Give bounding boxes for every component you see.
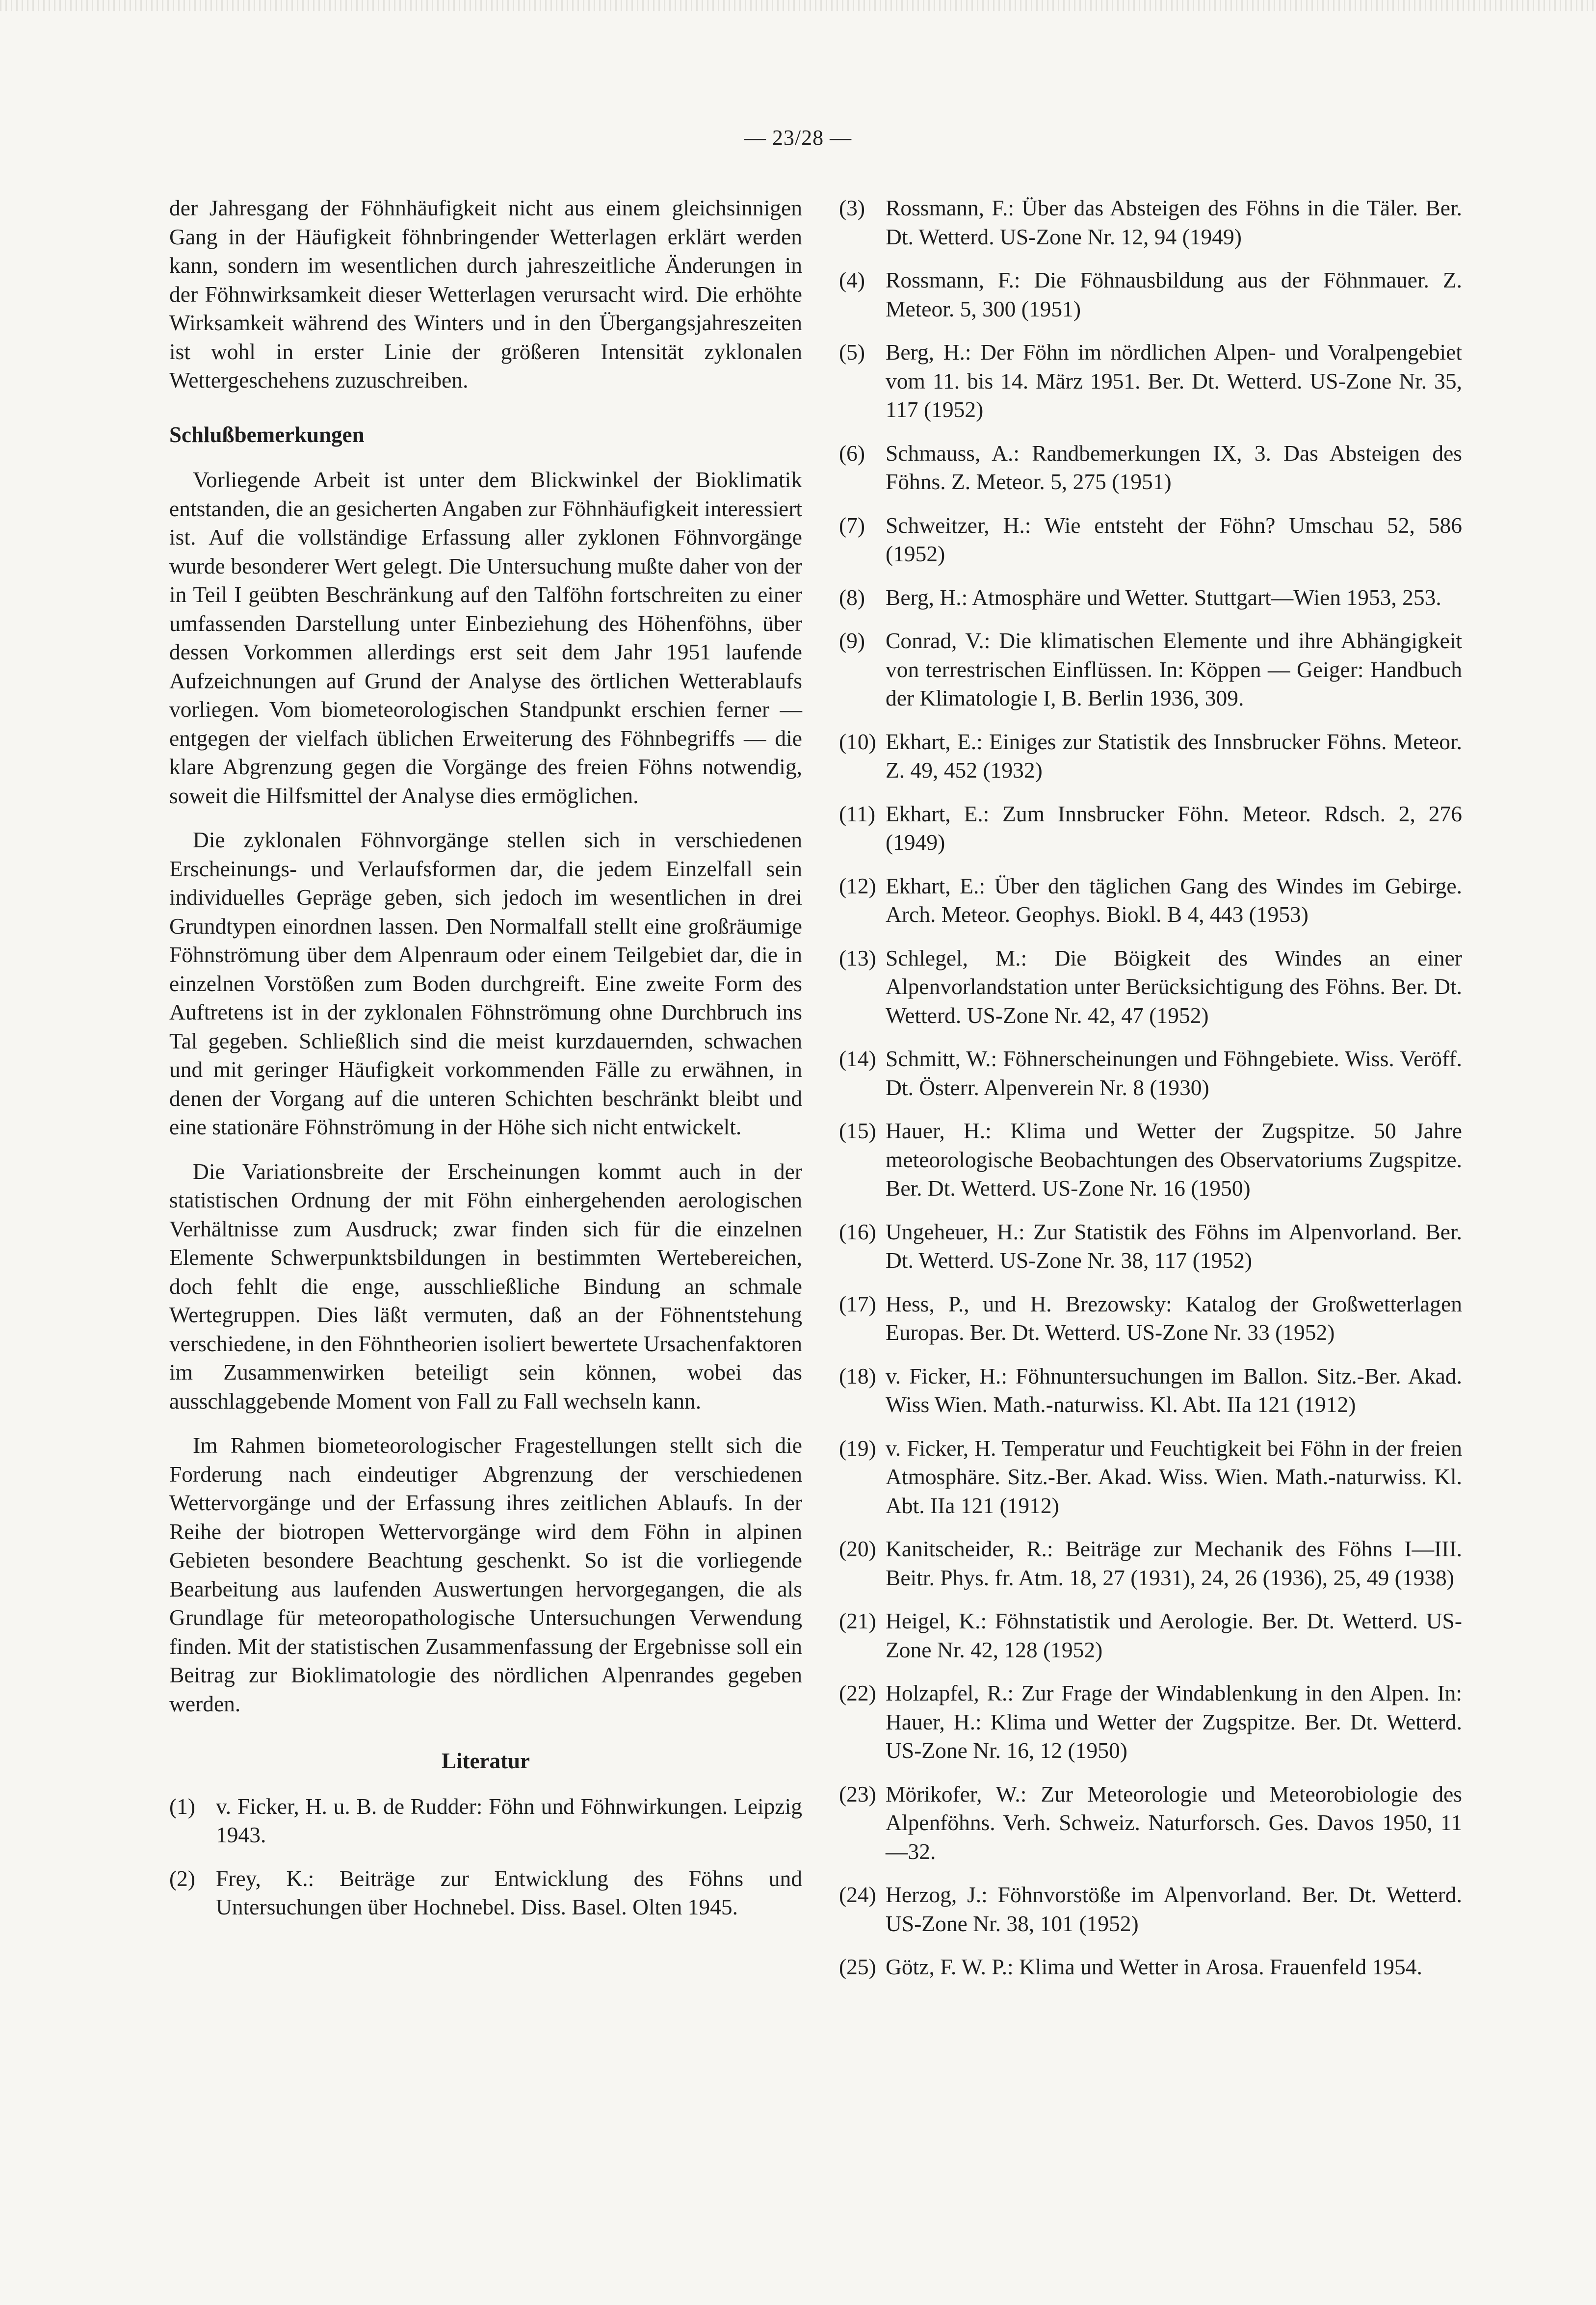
reference-item: [839, 1881, 1462, 1938]
reference-number: (18): [839, 1363, 876, 1388]
reference-number: (20): [839, 1536, 876, 1561]
reference-number: (12): [839, 873, 876, 898]
reference-item: [839, 1953, 1462, 1982]
reference-text: Holzapfel, R.: Zur Frage der Windablenkung in den Alpen. In: Hauer, H.: Klima und Wetter der Zugspitze. Ber. Dt. Wetterd. US-Zone Nr. 16, 12 (1950): [886, 1680, 1462, 1763]
reference-text: Conrad, V.: Die klimatischen Elemente und ihre Abhängigkeit von terrestrischen Einflüssen. In: Köppen — Geiger: Handbuch der Klimatologie I, B. Berlin 1936, 309.: [886, 628, 1462, 710]
body-paragraph: Die zyklonalen Föhnvorgänge stellen sich in verschiedenen Erscheinungs- und Verlaufsformen dar, die jedem Einzelfall sein individuelles Gepräge geben, sich jedoch im wesentlichen in drei Grundtypen einordnen lassen. Den Normalfall stellt eine großräumige Föhnströmung über dem Alpenraum oder einem Teilgebiet dar, die in einzelnen Vorstößen zum Boden durchgreift. Eine zweite Form des Auftretens ist in der zyklonalen Föhnströmung ohne Durchbruch ins Tal gegeben. Schließlich sind die meist kurzdauernden, schwachen und mit geringer Häufigkeit vorkommenden Fälle zu erwähnen, in denen der Vorgang auf die unteren Schichten beschränkt bleibt und eine stationäre Föhnströmung in der Höhe sich nicht entwickelt.: [169, 827, 802, 1139]
reference-item: [839, 1117, 1462, 1203]
reference-text: v. Ficker, H. u. B. de Rudder: Föhn und Föhnwirkungen. Leipzig 1943.: [216, 1793, 802, 1847]
reference-text: Frey, K.: Beiträge zur Entwicklung des Föhns und Untersuchungen über Hochnebel. Diss. Basel. Olten 1945.: [216, 1865, 802, 1919]
reference-text: Mörikofer, W.: Zur Meteorologie und Meteorobiologie des Alpenföhns. Verh. Schweiz. Naturforsch. Ges. Davos 1950, 11—32.: [886, 1781, 1462, 1864]
reference-item: [839, 583, 1462, 612]
scan-edge-noise: [0, 0, 1596, 11]
reference-number: (8): [839, 584, 865, 610]
reference-item: [839, 1607, 1462, 1664]
reference-text: Rossmann, F.: Über das Absteigen des Föhns in die Täler. Ber. Dt. Wetterd. US-Zone Nr. 12, 94 (1949): [886, 195, 1462, 249]
reference-number: (23): [839, 1781, 876, 1807]
reference-text: v. Ficker, H. Temperatur und Feuchtigkeit bei Föhn in der freien Atmosphäre. Sitz.-Ber. Akad. Wiss. Wien. Math.-naturwiss. Kl. Abt. IIa 121 (1912): [886, 1435, 1462, 1518]
reference-number: (16): [839, 1219, 876, 1244]
reference-number: (24): [839, 1882, 876, 1907]
reference-text: Ekhart, E.: Zum Innsbrucker Föhn. Meteor. Rdsch. 2, 276 (1949): [886, 801, 1462, 855]
reference-text: v. Ficker, H.: Föhnuntersuchungen im Ballon. Sitz.-Ber. Akad. Wiss Wien. Math.-naturwiss. Kl. Abt. IIa 121 (1912): [886, 1363, 1462, 1417]
reference-item: [839, 1362, 1462, 1419]
reference-item: [839, 1218, 1462, 1275]
reference-item: [839, 627, 1462, 713]
reference-number: (7): [839, 512, 865, 538]
reference-item: [839, 1290, 1462, 1347]
reference-text: Schmauss, A.: Randbemerkungen IX, 3. Das Absteigen des Föhns. Z. Meteor. 5, 275 (1951): [886, 440, 1462, 494]
reference-item: [839, 338, 1462, 424]
reference-item: [839, 800, 1462, 857]
reference-text: Götz, F. W. P.: Klima und Wetter in Arosa. Frauenfeld 1954.: [886, 1954, 1422, 1979]
reference-item: [839, 439, 1462, 497]
reference-item: [839, 1434, 1462, 1520]
reference-text: Ekhart, E.: Über den täglichen Gang des Windes im Gebirge. Arch. Meteor. Geophys. Biokl. B 4, 443 (1953): [886, 873, 1462, 927]
body-paragraph: Die Variationsbreite der Erscheinungen kommt auch in der statistischen Ordnung der mit Föhn einhergehenden aerologischen Verhältnisse zum Ausdruck; zwar finden sich für die einzelnen Elemente Schwerpunktsbildungen in bestimmten Wertebereichen, doch fehlt die enge, ausschließliche Bindung an schmale Wertegruppen. Dies läßt vermuten, daß an der Föhnentstehung verschiedene, in den Föhntheorien isoliert bewertete Ursachenfaktoren im Zusammenwirken beteiligt sein können, wobei das ausschlaggebende Moment von Fall zu Fall wechseln kann.: [169, 1158, 802, 1414]
reference-number: (15): [839, 1118, 876, 1143]
body-paragraph: Im Rahmen biometeorologischer Fragestellungen stellt sich die Forderung nach eindeutiger Abgrenzung der verschiedenen Wettervorgänge und der Erfassung ihres zeitlichen Ablaufs. In der Reihe der biotropen Wettervorgänge wird dem Föhn in alpinen Gebieten besondere Beachtung geschenkt. So ist die vorliegende Bearbeitung aus laufenden Auswertungen hervorgegangen, die als Grundlage für meteoropathologische Untersuchungen Verwendung finden. Mit der statistischen Zusammenfassung der Ergebnisse soll ein Beitrag zur Bioklimatologie des nördlichen Alpenrandes gegeben werden.: [169, 1433, 802, 1716]
literature-heading: Literatur: [442, 1749, 530, 1773]
reference-item: [839, 1045, 1462, 1102]
reference-text: Ungeheuer, H.: Zur Statistik des Föhns im Alpenvorland. Ber. Dt. Wetterd. US-Zone Nr. 38, 117 (1952): [886, 1219, 1462, 1273]
reference-number: (10): [839, 729, 876, 754]
right-column: [839, 194, 1462, 1996]
section-heading: Schlußbemerkungen: [169, 422, 365, 447]
reference-text: Rossmann, F.: Die Föhnausbildung aus der Föhnmauer. Z. Meteor. 5, 300 (1951): [886, 267, 1462, 321]
reference-item: [839, 266, 1462, 323]
reference-number: (9): [839, 628, 865, 653]
reference-number: (19): [839, 1435, 876, 1461]
reference-text: Schmitt, W.: Föhnerscheinungen und Föhngebiete. Wiss. Veröff. Dt. Österr. Alpenverein Nr. 8 (1930): [886, 1046, 1462, 1100]
reference-text: Ekhart, E.: Einiges zur Statistik des Innsbrucker Föhns. Meteor. Z. 49, 452 (1932): [886, 729, 1462, 783]
reference-text: Schlegel, M.: Die Böigkeit des Windes an einer Alpenvorlandstation unter Berücksichtigung des Föhns. Ber. Dt. Wetterd. US-Zone Nr. 42, 47 (1952): [886, 945, 1462, 1028]
reference-number: (22): [839, 1680, 876, 1705]
reference-number: (6): [839, 440, 865, 466]
reference-number: (2): [169, 1865, 196, 1891]
reference-item: [839, 872, 1462, 929]
reference-number: (17): [839, 1291, 876, 1316]
reference-item: [169, 1864, 802, 1922]
reference-item: [839, 728, 1462, 785]
reference-item: [839, 1535, 1462, 1592]
reference-number: (21): [839, 1608, 876, 1633]
reference-list-left: [169, 1792, 802, 1922]
reference-number: (5): [839, 340, 865, 365]
page-number: — 23/28 —: [744, 126, 852, 150]
reference-item: [839, 511, 1462, 569]
body-paragraph: Vorliegende Arbeit ist unter dem Blickwinkel der Bioklimatik entstanden, die an gesicherten Angaben zur Föhnhäufigkeit interessiert ist. Auf die vollständige Erfassung aller zyklonen Föhnvorgänge wurde besonderer Wert gelegt. Die Untersuchung mußte daher von der in Teil I geübten Beschränkung auf den Talföhn fortschreiten zu einer umfassenden Darstellung unter Einbeziehung des Höhenföhns, über dessen Vorkommen allerdings erst seit dem Jahr 1951 laufende Aufzeichnungen auf Grund der Analyse des örtlichen Wetterablaufs vorliegen. Vom biometeorologischen Standpunkt erschien ferner — entgegen der vielfach üblichen Erweiterung des Föhnbegriffs — die klare Abgrenzung gegen die Vorgänge des freien Föhns notwendig, soweit die Hilfsmittel der Analyse dies ermöglichen.: [169, 467, 802, 808]
reference-number: (4): [839, 267, 865, 292]
reference-text: Schweitzer, H.: Wie entsteht der Föhn? Umschau 52, 586 (1952): [886, 512, 1462, 566]
reference-item: [839, 1780, 1462, 1866]
reference-number: (13): [839, 945, 876, 970]
reference-number: (25): [839, 1954, 876, 1979]
reference-text: Kanitscheider, R.: Beiträge zur Mechanik des Föhns I—III. Beitr. Phys. fr. Atm. 18, 27 (1931), 24, 26 (1936), 25, 49 (1938): [886, 1536, 1462, 1590]
reference-text: Herzog, J.: Föhnvorstöße im Alpenvorland. Ber. Dt. Wetterd. US-Zone Nr. 38, 101 (1952): [886, 1882, 1462, 1936]
left-column: [169, 194, 802, 1937]
reference-number: (11): [839, 801, 876, 826]
intro-paragraph: der Jahresgang der Föhnhäufigkeit nicht aus einem gleichsinnigen Gang in der Häufigkeit föhnbringender Wetterlagen erklärt werden kann, sondern im wesentlichen durch jahreszeitliche Änderungen in der Föhnwirksamkeit dieser Wetterlagen verursacht wird. Die erhöhte Wirksamkeit während des Winters und in den Übergangsjahreszeiten ist wohl in erster Linie der größeren Intensität zyklonalen Wettergeschehens zuzuschreiben.: [169, 195, 802, 393]
reference-number: (1): [169, 1793, 196, 1819]
reference-text: Heigel, K.: Föhnstatistik und Aerologie. Ber. Dt. Wetterd. US-Zone Nr. 42, 128 (1952): [886, 1608, 1462, 1662]
reference-text: Hess, P., und H. Brezowsky: Katalog der Großwetterlagen Europas. Ber. Dt. Wetterd. US-Zone Nr. 33 (1952): [886, 1291, 1462, 1345]
reference-item: [839, 1679, 1462, 1765]
reference-number: (3): [839, 195, 865, 220]
reference-text: Berg, H.: Der Föhn im nördlichen Alpen- und Voralpengebiet vom 11. bis 14. März 1951. Ber. Dt. Wetterd. US-Zone Nr. 35, 117 (1952): [886, 340, 1462, 422]
reference-text: Berg, H.: Atmosphäre und Wetter. Stuttgart—Wien 1953, 253.: [886, 584, 1441, 610]
reference-text: Hauer, H.: Klima und Wetter der Zugspitze. 50 Jahre meteorologische Beobachtungen des Observatoriums Zugspitze. Ber. Dt. Wetterd. US-Zone Nr. 16 (1950): [886, 1118, 1462, 1201]
reference-number: (14): [839, 1046, 876, 1071]
reference-item: [169, 1792, 802, 1850]
reference-list-right: [839, 194, 1462, 1982]
reference-item: [839, 944, 1462, 1030]
reference-item: [839, 194, 1462, 251]
